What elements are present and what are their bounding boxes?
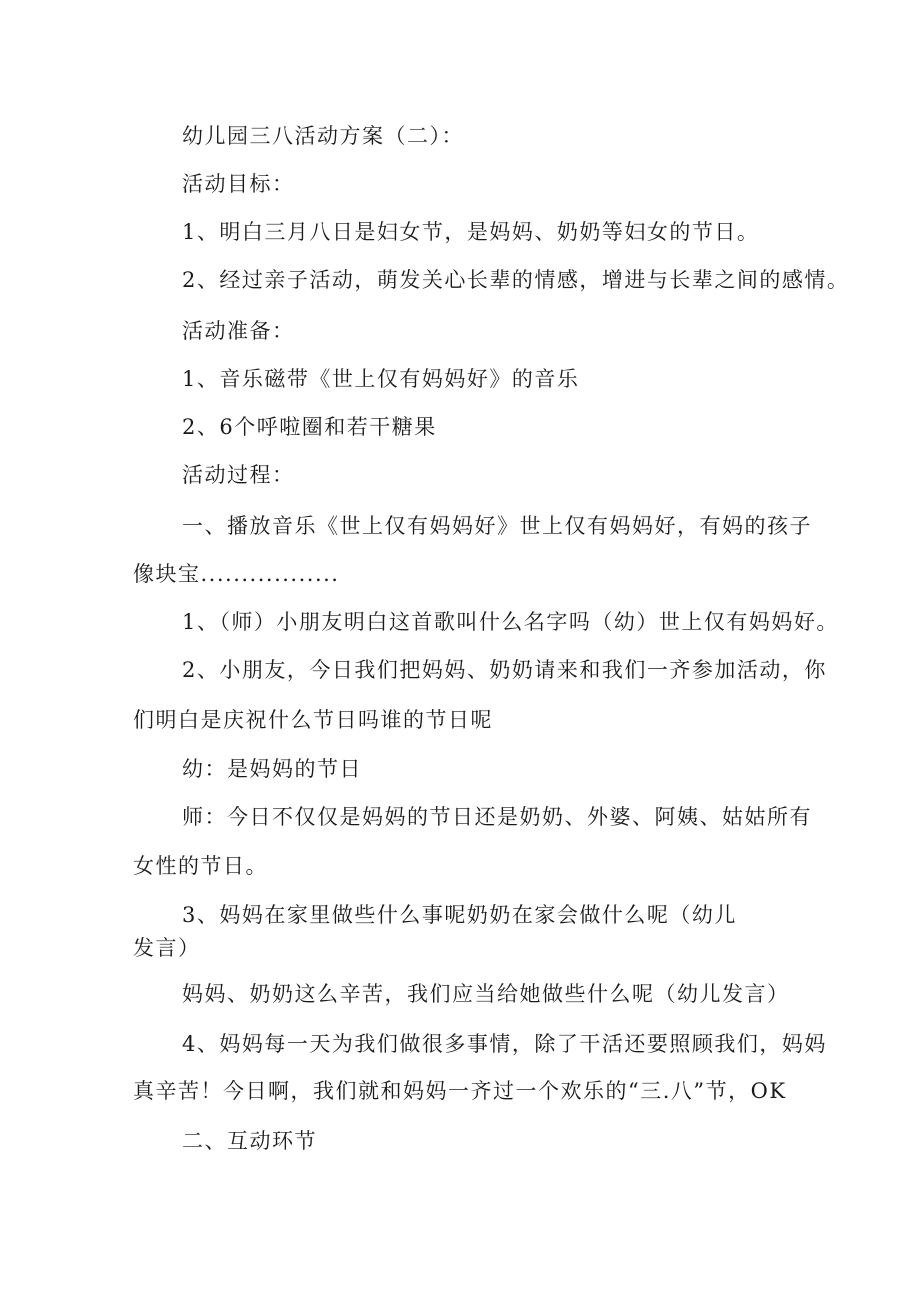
question-1: 1、（师）小朋友明白这首歌叫什么名字吗（幼）世上仅有妈妈好。 (182, 610, 839, 634)
question-3-line-1: 3、妈妈在家里做些什么事呢奶奶在家会做什么呢（幼儿 (182, 903, 737, 927)
document-title: 幼儿园三八活动方案（二）： (182, 124, 464, 148)
teacher-line-2: 女性的节日。 (133, 854, 268, 878)
prep-heading: 活动准备： (182, 319, 295, 343)
teacher-line-1: 师：今日不仅仅是妈妈的节日还是奶奶、外婆、阿姨、姑姑所有 (182, 805, 812, 829)
goal-heading: 活动目标： (182, 172, 295, 196)
question-2-line-2: 们明白是庆祝什么节日吗谁的节日呢 (133, 708, 493, 732)
question-4-line-2: 真辛苦！今日啊，我们就和妈妈一齐过一个欢乐的“三.八”节，OK (133, 1079, 787, 1103)
prep-item-2: 2、6个呼啦圈和若干糖果 (182, 415, 437, 439)
question-3-line-2: 发言） (133, 936, 201, 960)
step1-line-1: 一、播放音乐《世上仅有妈妈好》世上仅有妈妈好，有妈的孩子 (182, 514, 812, 538)
question-3-followup: 妈妈、奶奶这么辛苦，我们应当给她做些什么呢（幼儿发言） (182, 982, 790, 1006)
goal-item-2: 2、经过亲子活动，萌发关心长辈的情感，增进与长辈之间的感情。 (182, 268, 850, 292)
step1-line-2: 像块宝................. (133, 562, 340, 586)
question-4-line-1: 4、妈妈每一天为我们做很多事情，除了干活还要照顾我们，妈妈 (182, 1032, 827, 1056)
section-2-heading: 二、互动环节 (182, 1129, 317, 1153)
question-2-line-1: 2、小朋友，今日我们把妈妈、奶奶请来和我们一齐参加活动，你 (182, 658, 827, 682)
child-answer: 幼：是妈妈的节日 (182, 757, 362, 781)
process-heading: 活动过程： (182, 463, 295, 487)
goal-item-1: 1、明白三月八日是妇女节，是妈妈、奶奶等妇女的节日。 (182, 220, 760, 244)
prep-item-1: 1、音乐磁带《世上仅有妈妈好》的音乐 (182, 367, 580, 391)
